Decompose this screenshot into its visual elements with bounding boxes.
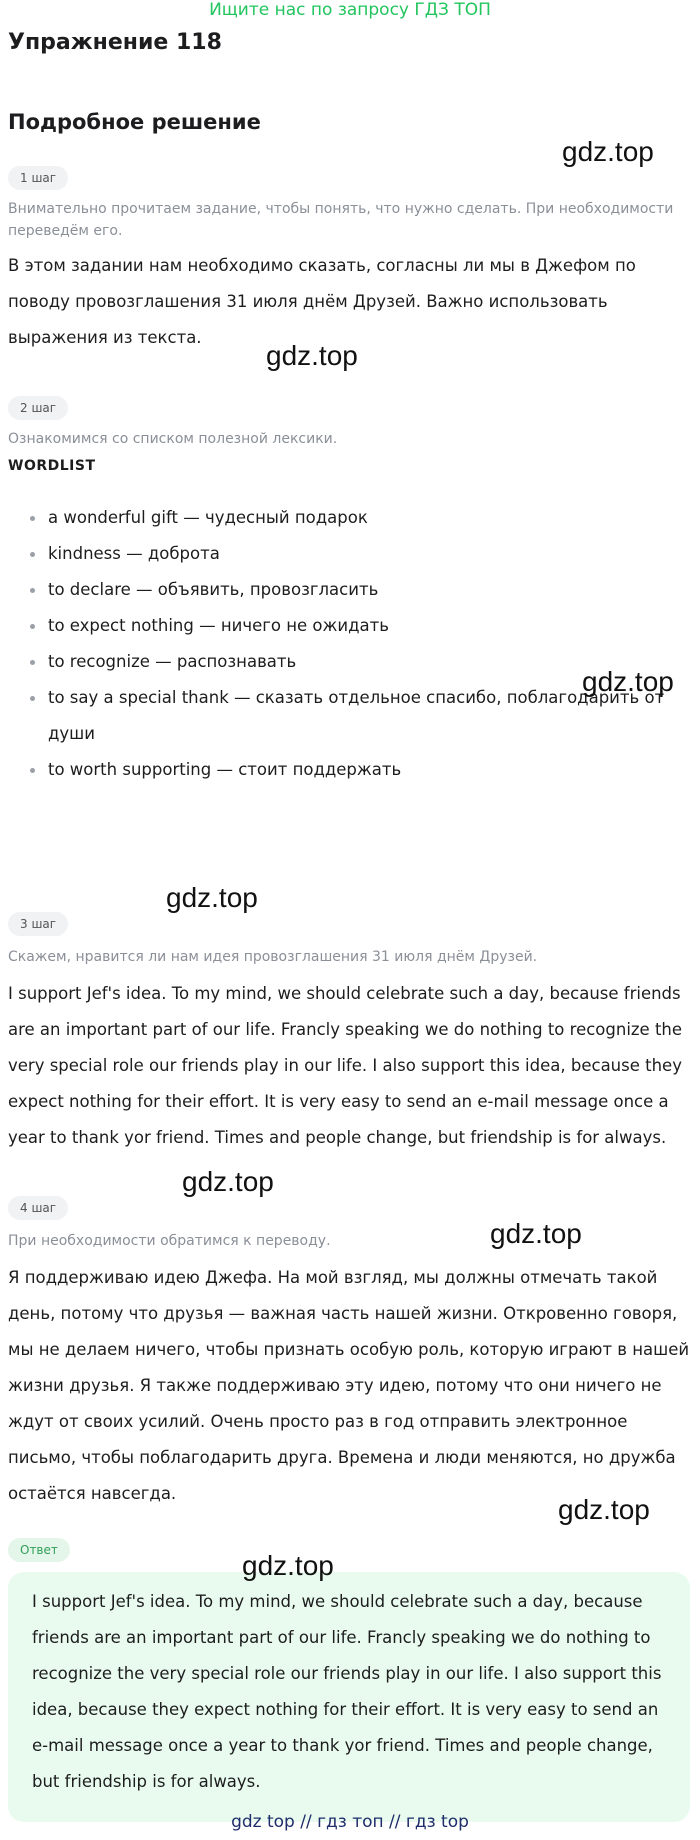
step-3-text: I support Jef's idea. To my mind, we should celebrate such a day, because friends are an important part of our life. Francly speaking we do nothing to recognize the very special role our friends play in our life. I also support this idea, because they expect nothing for their effort. It is very easy to send an e-mail message once a year to thank yor friend. Times and people change, but friendship is for always. <box>8 984 683 1147</box>
step-1-text: В этом задании нам необходимо сказать, согласны ли мы в Джефом по поводу провозглашения 31 июля днём Друзей. Важно использовать выражения из текста. <box>8 256 636 347</box>
bullet-icon <box>30 516 35 521</box>
wordlist <box>8 500 688 788</box>
step-3-hint: Скажем, нравится ли нам идея провозглашения 31 июля днём Друзей. <box>8 949 538 965</box>
list-item: to declare — объявить, провозгласить <box>8 572 688 608</box>
list-item: to expect nothing — ничего не ожидать <box>8 608 688 644</box>
list-item: a wonderful gift — чудесный подарок <box>8 500 688 536</box>
step-4-hint: При необходимости обратимся к переводу. <box>8 1233 331 1249</box>
step-1-hint: Внимательно прочитаем задание, чтобы понять, что нужно сделать. При необходимости переведём его. <box>8 201 674 239</box>
list-item: to recognize — распознавать <box>8 644 688 680</box>
step-2-hint: Ознакомимся со списком полезной лексики. <box>8 431 338 447</box>
solution-heading: Подробное решение <box>8 110 261 134</box>
watermark: gdz.top <box>562 136 654 167</box>
list-item: to say a special thank — сказать отдельное спасибо, поблагодарить от души <box>8 680 688 752</box>
step-4-text: Я поддерживаю идею Джефа. На мой взгляд, мы должны отмечать такой день, потому что друзья — важная часть нашей жизни. Откровенно говоря, мы не делаем ничего, чтобы признать особую роль, которую играют в нашей жизни друзья. Я также поддерживаю эту идею, потому что они ничего не ждут от своих усилий. Очень просто раз в год отправить электронное письмо, чтобы поблагодарить друга. Времена и люди меняются, но дружба остаётся навсегда. <box>8 1268 690 1503</box>
watermark: gdz.top <box>582 666 674 697</box>
watermark: gdz.top <box>242 1550 334 1581</box>
bullet-icon <box>30 660 35 665</box>
watermark: gdz.top <box>490 1218 582 1249</box>
watermark: gdz.top <box>166 882 258 913</box>
promo-banner: Ищите нас по запросу ГДЗ ТОП <box>209 0 491 20</box>
step-3-chip: 3 шаг <box>8 912 68 936</box>
watermark: gdz.top <box>558 1494 650 1525</box>
wordlist-heading: WORDLIST <box>8 458 96 474</box>
watermark: gdz.top <box>266 340 358 371</box>
bullet-icon <box>30 588 35 593</box>
bullet-icon <box>30 552 35 557</box>
answer-text: I support Jef's idea. To my mind, we should celebrate such a day, because friends are an important part of our life. Francly speaking we do nothing to recognize the very special role our friends play in our life. I also support this idea, because they expect nothing for their effort. It is very easy to send an e-mail message once a year to thank yor friend. Times and people change, but friendship is for always. <box>32 1592 662 1791</box>
answer-chip: Ответ <box>8 1538 70 1562</box>
page-title: Упражнение 118 <box>8 30 222 55</box>
list-item: to worth supporting — стоит поддержать <box>8 752 688 788</box>
watermark: gdz.top <box>182 1166 274 1197</box>
bullet-icon <box>30 624 35 629</box>
step-1-chip: 1 шаг <box>8 166 68 190</box>
step-2-chip: 2 шаг <box>8 396 68 420</box>
bullet-icon <box>30 696 35 701</box>
footer-links: gdz top // гдз топ // гдз top <box>231 1812 469 1832</box>
step-4-chip: 4 шаг <box>8 1196 68 1220</box>
bullet-icon <box>30 768 35 773</box>
list-item: kindness — доброта <box>8 536 688 572</box>
